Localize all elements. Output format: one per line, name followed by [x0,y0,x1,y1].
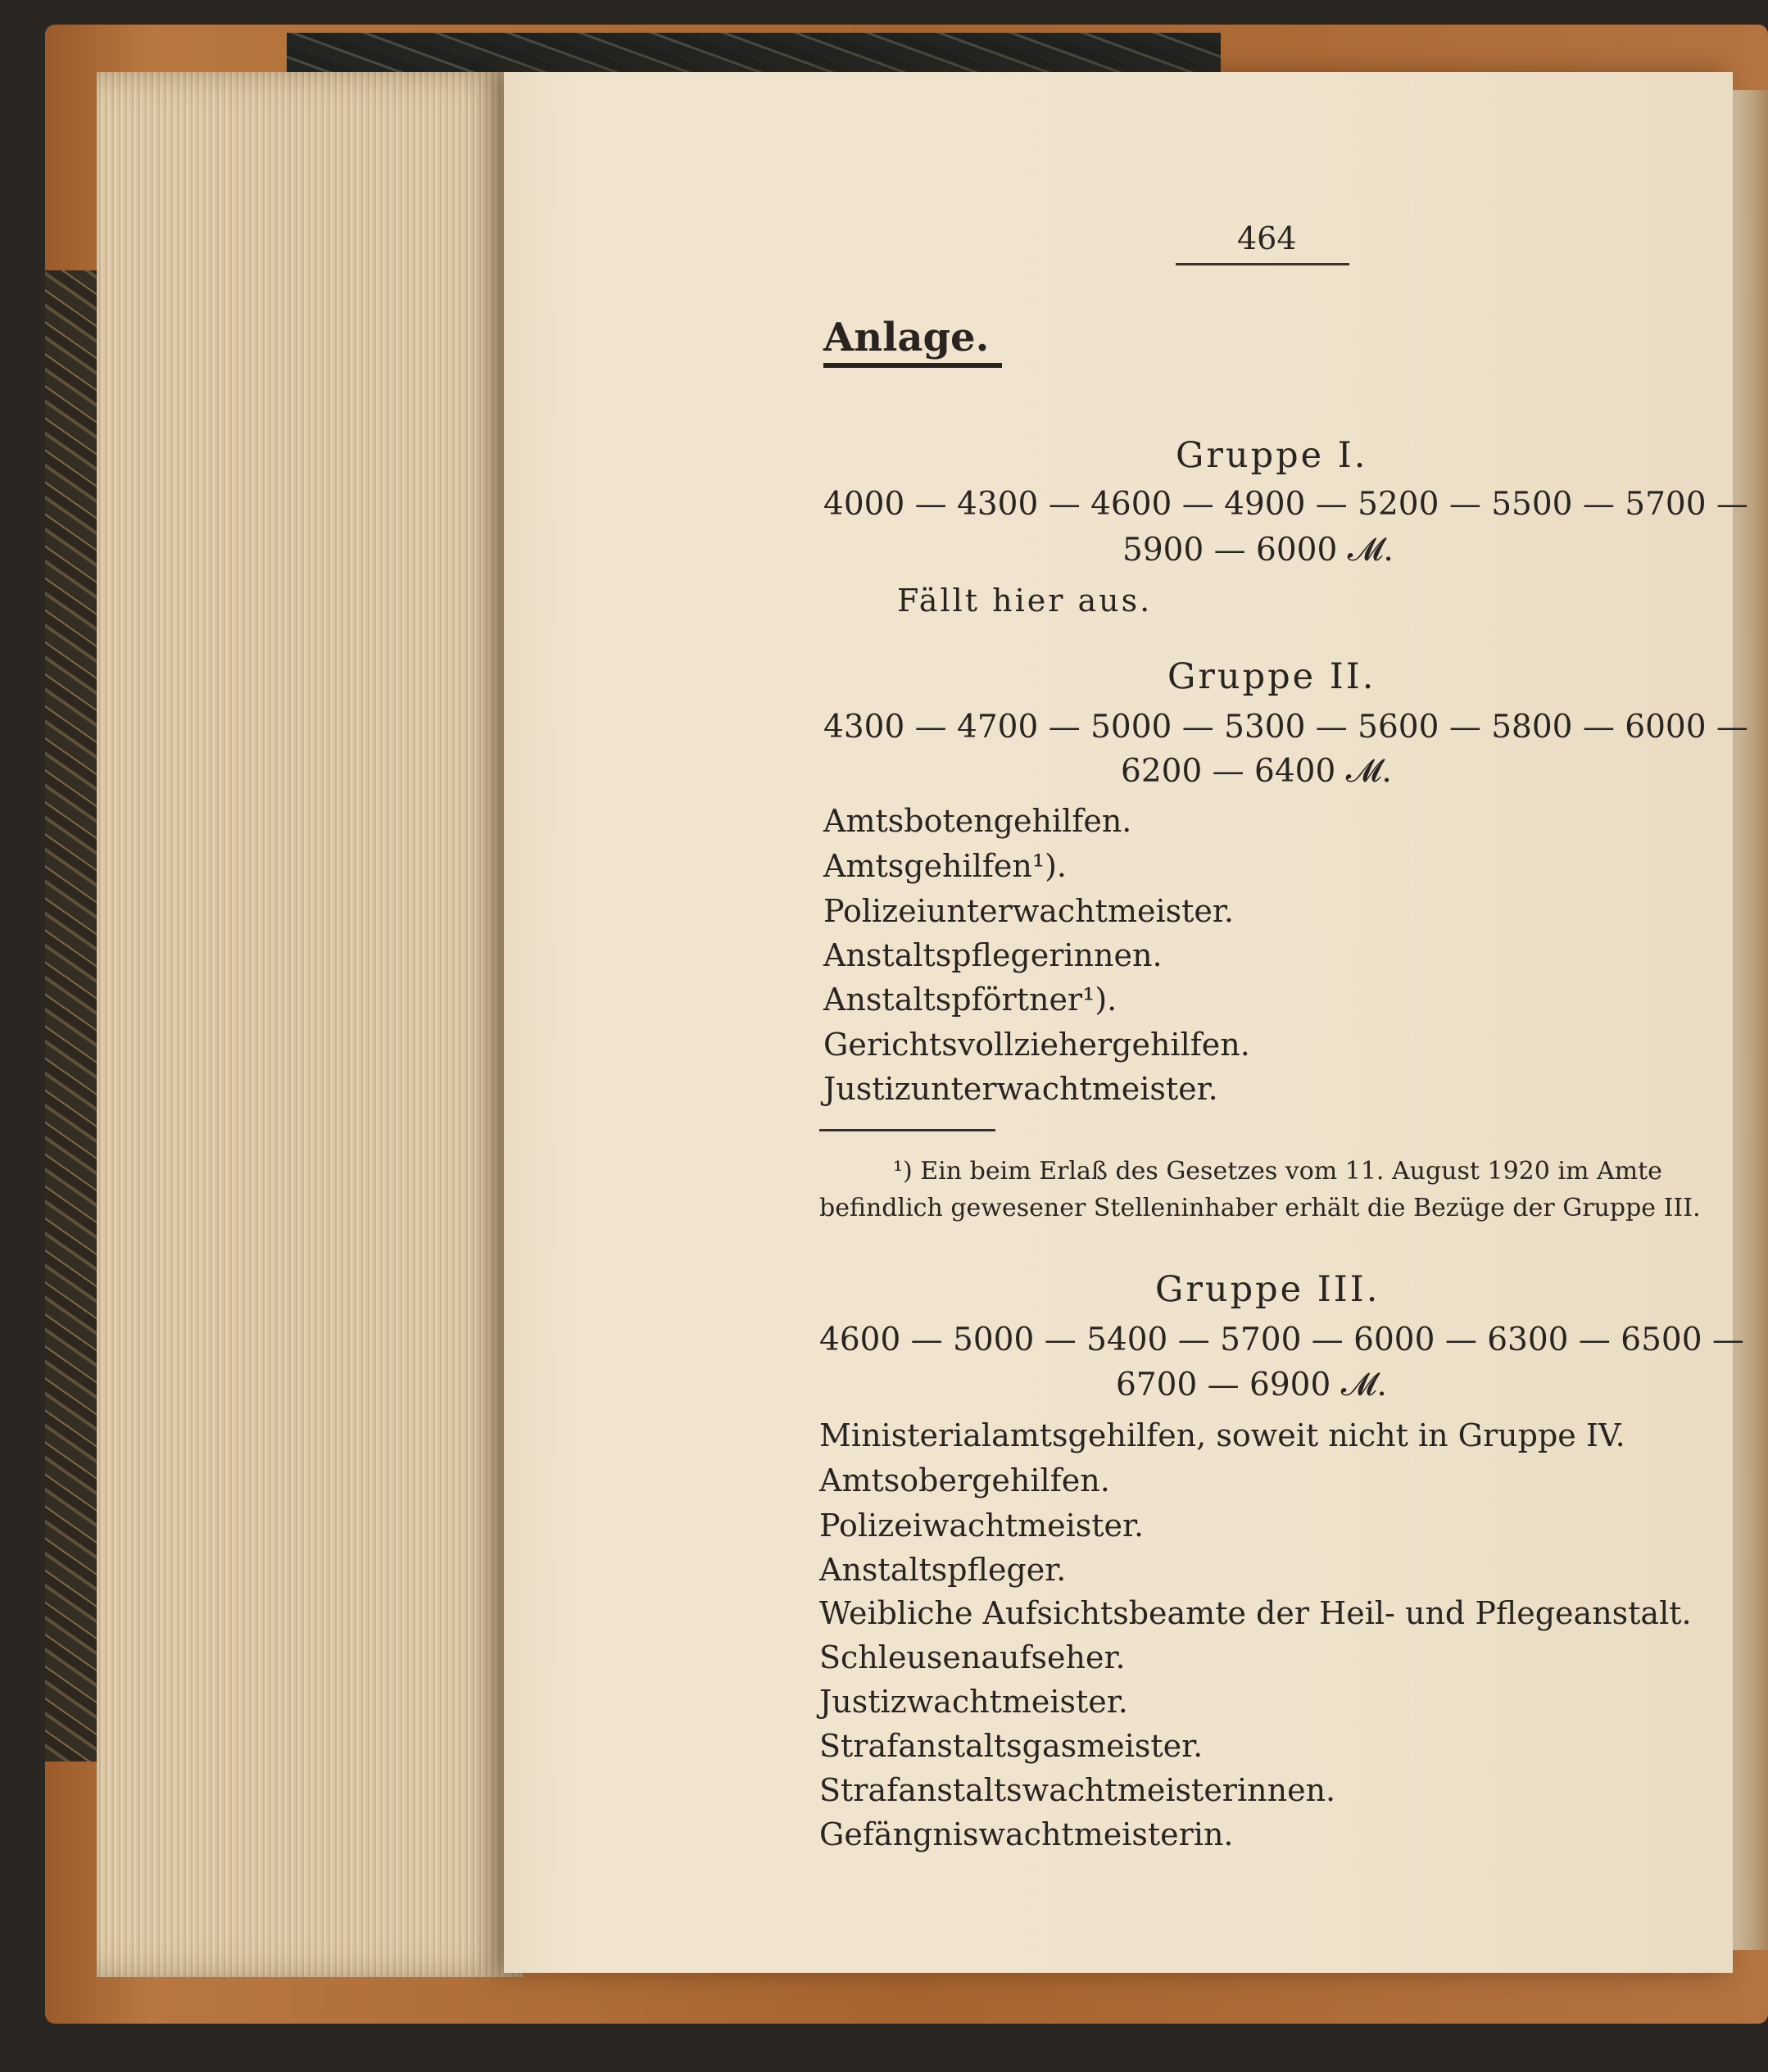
page-block-edges [97,72,523,1977]
list-item: Justizwachtmeister. [819,1684,1128,1720]
list-item: Strafanstaltsgasmeister. [819,1728,1204,1764]
section-heading: Anlage. [823,315,990,360]
cover-right-edge [1731,90,1768,1950]
group-title: Gruppe II. [1167,656,1376,697]
footnote-line: befindlich gewesener Stelleninhaber erhält die Bezüge der Gruppe III. [819,1194,1701,1222]
list-item: Gefängniswachtmeisterin. [819,1816,1234,1852]
list-item: Ministerialamtsgehilfen, soweit nicht in Gruppe IV. [819,1417,1625,1453]
list-item: Justizunterwachtmeister. [823,1071,1218,1107]
salary-series-line: 4000 — 4300 — 4600 — 4900 — 5200 — 5500 — 5700 — [823,486,1748,523]
list-item: Amtsgehilfen¹). [823,848,1068,884]
footnote-line: ¹) Ein beim Erlaß des Gesetzes vom 11. August 1920 im Amte [893,1157,1662,1186]
list-item: Anstaltspfleger. [819,1552,1067,1588]
group-title: Gruppe III. [1155,1269,1380,1310]
group-title: Gruppe I. [1176,435,1368,476]
list-item: Schleusenaufseher. [819,1639,1126,1675]
list-item: Fällt hier aus. [897,583,1153,619]
list-item: Anstaltspflegerinnen. [823,937,1163,973]
list-item: Amtsbotengehilfen. [823,803,1132,839]
list-item: Anstaltspförtner¹). [823,982,1117,1018]
page-number: 464 [1237,220,1297,256]
salary-series-line: 6700 — 6900 𝓜. [1116,1367,1387,1403]
footnote-rule [819,1129,995,1131]
heading-underline [823,363,1002,368]
marbled-cover-top [287,33,1221,72]
salary-series-line: 6200 — 6400 𝓜. [1121,753,1392,790]
salary-series-line: 5900 — 6000 𝓜. [1122,532,1394,569]
salary-series-line: 4300 — 4700 — 5000 — 5300 — 5600 — 5800 — 6000 — [823,709,1748,746]
list-item: Amtsobergehilfen. [819,1462,1110,1498]
list-item: Weibliche Aufsichtsbeamte der Heil- und Pflegeanstalt. [819,1595,1692,1631]
salary-series-line: 4600 — 5000 — 5400 — 5700 — 6000 — 6300 — 6500 — [819,1322,1744,1358]
list-item: Strafanstaltswachtmeisterinnen. [819,1772,1336,1808]
page-number-rule [1176,263,1349,265]
marbled-cover-left [45,270,102,1761]
list-item: Gerichtsvollziehergehilfen. [823,1027,1250,1063]
list-item: Polizeiwachtmeister. [819,1508,1145,1544]
list-item: Polizeiunterwachtmeister. [823,893,1234,929]
